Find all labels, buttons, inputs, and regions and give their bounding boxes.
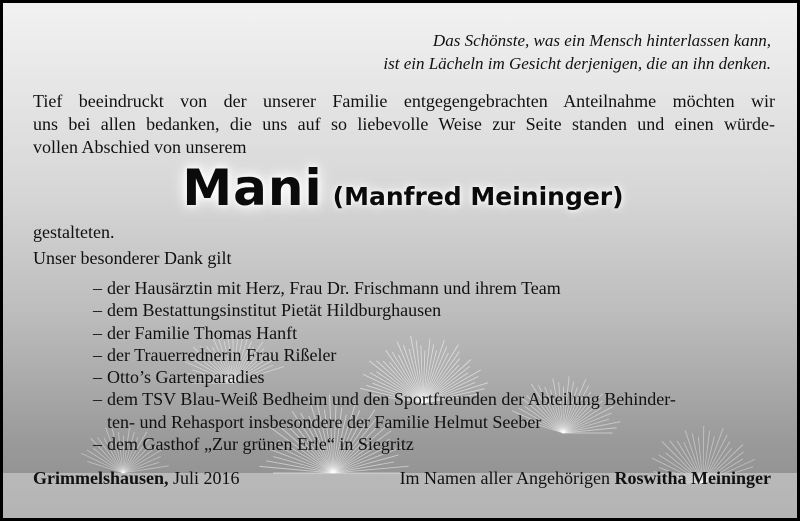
signer-name: Roswitha Meininger	[614, 468, 771, 488]
place-and-date	[33, 468, 240, 489]
list-item: – der Trauerrednerin Frau Rißeler	[93, 344, 337, 365]
deceased-nickname: Mani	[182, 159, 323, 217]
thanks-list	[93, 277, 757, 455]
thanks-heading: Unser besonderer Dank gilt	[33, 248, 232, 268]
list-item: – dem Bestattungsinstitut Pietät Hildburghausen	[93, 300, 442, 321]
signoff-text: Im Namen aller Angehörigen	[399, 468, 610, 488]
place: Grimmelshausen,	[33, 468, 169, 488]
date: Juli 2016	[173, 468, 240, 488]
list-item: – der Hausärztin mit Herz, Frau Dr. Frischmann und ihrem Team	[93, 278, 561, 298]
list-item: – Otto’s Gartenparadies	[93, 367, 265, 388]
deceased-full-name: (Manfred Meininger)	[332, 182, 624, 211]
list-item: – der Familie Thomas Hanft	[93, 322, 298, 343]
intro-line-2: uns bei allen bedanken, die uns auf so liebevolle Weise zur Seite standen und einen würde-	[33, 114, 775, 134]
intro-line-3: vollen Abschied von unserem	[33, 137, 247, 157]
signature	[400, 468, 771, 489]
deceased-name	[3, 159, 800, 217]
list-item: – dem TSV Blau-Weiß Bedheim und den Sportfreunden der Abteilung Behinder- ten- und Rehasport insbesondere der Familie Helmut Seeber	[93, 389, 676, 432]
after-name-text: gestalteten.	[33, 222, 115, 242]
list-item: – dem Gasthof „Zur grünen Erle“ in Siegritz	[93, 434, 414, 455]
quote-line-2: ist ein Lächeln im Gesicht derjenigen, die an ihn denken.	[383, 54, 771, 73]
intro-line-1: Tief beeindruckt von der unserer Familie entgegengebrachten Anteilnahme möchten wir	[33, 91, 775, 111]
quote-line-1: Das Schönste, was ein Mensch hinterlassen kann,	[432, 31, 771, 50]
intro-paragraph	[33, 90, 775, 159]
